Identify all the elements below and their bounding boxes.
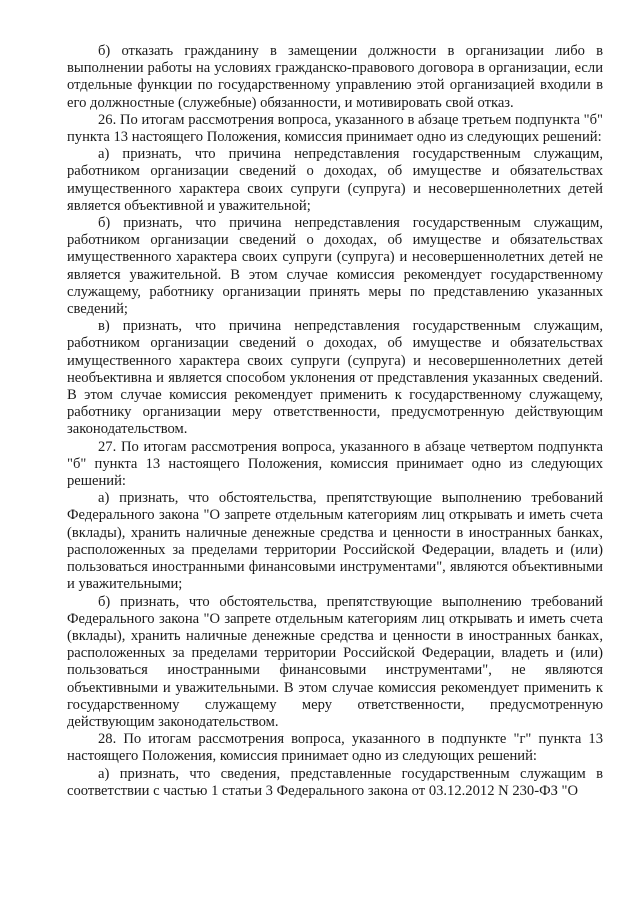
paragraph-item-28: 28. По итогам рассмотрения вопроса, указанного в подпункте "г" пункта 13 настоящего Положения, комиссия принимает одно из следующих решений: (67, 731, 603, 765)
paragraph-item-26: 26. По итогам рассмотрения вопроса, указанного в абзаце третьем подпункта "б" пункта 13 настоящего Положения, комиссия принимает одно из следующих решений: (67, 111, 603, 146)
paragraph-item-27-a: а) признать, что обстоятельства, препятствующие выполнению требований Федерального закона "О запрете отдельным категориям лиц открывать и иметь счета (вклады), хранить наличные денежные средства и ценности в иностранных банках, расположенных за пределами территории Российской Федерации, владеть и (или) пользоваться иностранными финансовыми инструментами", являются объективными и уважительными; (67, 490, 603, 593)
paragraph-item-26-v: в) признать, что причина непредставления государственным служащим, работником организации сведений о доходах, об имуществе и обязательствах имущественного характера своих супруги (супруга) и несовершеннолетних детей необъективна и является способом уклонения от представления указанных сведений. В этом случае комиссия рекомендует применить к государственному служащему, работнику организации меру ответственности, предусмотренную действующим законодательством. (67, 318, 603, 438)
paragraph-item-27: 27. По итогам рассмотрения вопроса, указанного в абзаце четвертом подпункта "б" пункта 13 настоящего Положения, комиссия принимает одно из следующих решений: (67, 438, 603, 490)
paragraph-item-26-b: б) признать, что причина непредставления государственным служащим, работником организации сведений о доходах, об имуществе и обязательствах имущественного характера своих супруги (супруга) и несовершеннолетних детей не является уважительной. В этом случае комиссия рекомендует государственному служащему, работнику организации принять меры по представлению указанных сведений; (67, 215, 603, 318)
paragraph-item-27-b: б) признать, что обстоятельства, препятствующие выполнению требований Федерального закона "О запрете отдельным категориям лиц открывать и иметь счета (вклады), хранить наличные денежные средства и ценности в иностранных банках, расположенных за пределами территории Российской Федерации, владеть и (или) пользоваться иностранными финансовыми инструментами", не являются объективными и уважительными. В этом случае комиссия рекомендует применить к государственному служащему меру ответственности, предусмотренную действующим законодательством. (67, 593, 603, 730)
paragraph-refuse-citizen: б) отказать гражданину в замещении должности в организации либо в выполнении работы на условиях гражданско-правового договора в организации, если отдельные функции по государственному управлению этой организацией входили в его должностные (служебные) обязанности, и мотивировать свой отказ. (67, 43, 603, 111)
document-page (67, 43, 603, 800)
paragraph-item-26-a: а) признать, что причина непредставления государственным служащим, работником организации сведений о доходах, об имуществе и обязательствах имущественного характера своих супруги (супруга) и несовершеннолетних детей является объективной и уважительной; (67, 146, 603, 214)
paragraph-item-28-a: а) признать, что сведения, представленные государственным служащим в соответствии с частью 1 статьи 3 Федерального закона от 03.12.2012 N 230-ФЗ "О (67, 765, 603, 799)
